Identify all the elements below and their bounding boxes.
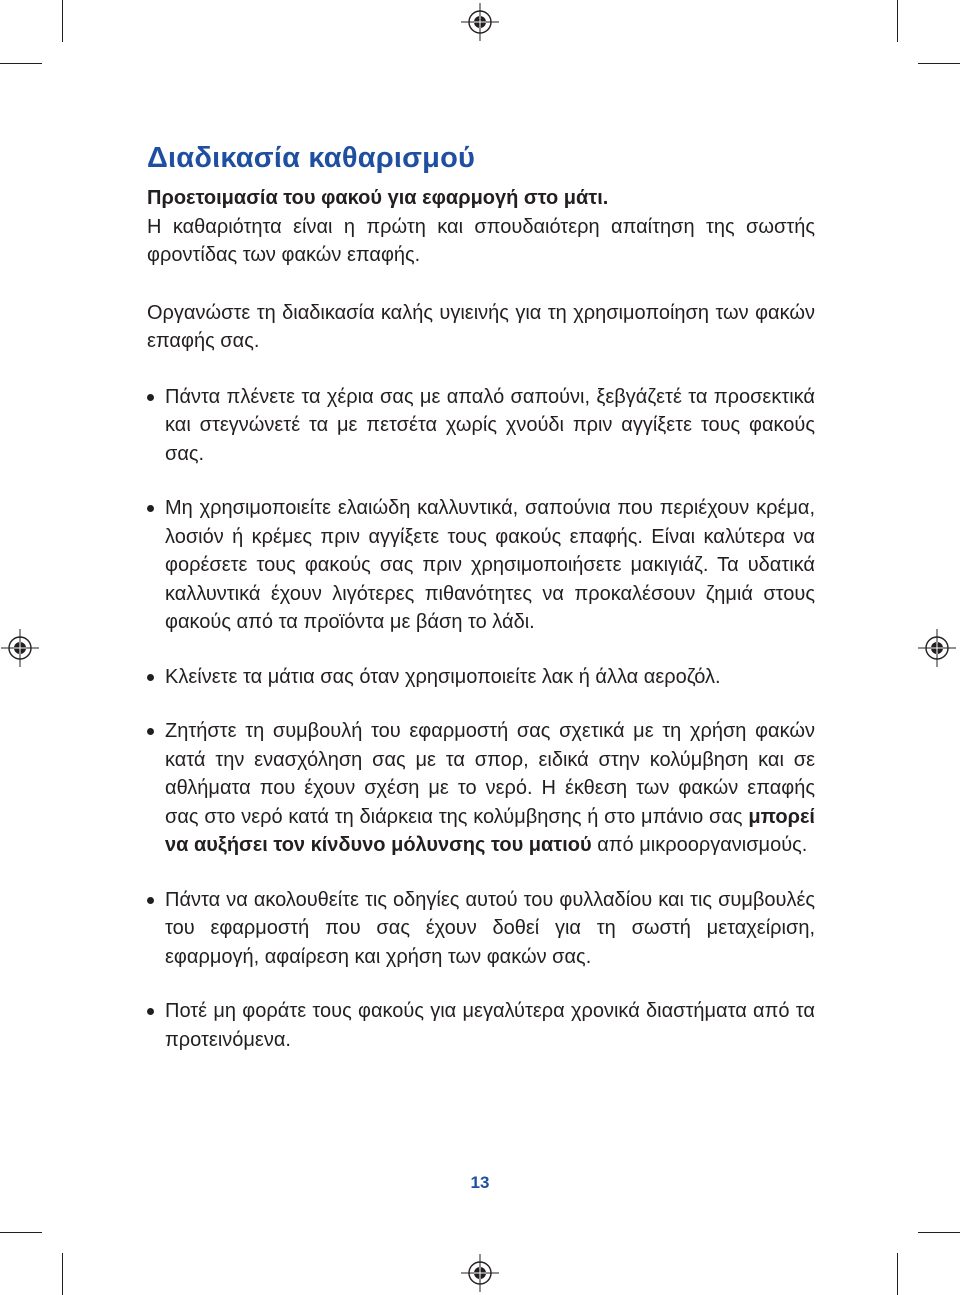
list-item: [147, 717, 815, 860]
registration-mark-top-icon: [461, 3, 499, 41]
bullet-icon: [147, 394, 154, 401]
crop-mark-top-left-vertical: [62, 0, 63, 42]
list-item: [147, 494, 815, 637]
page-number: 13: [470, 1173, 490, 1192]
registration-mark-right-icon: [918, 629, 956, 667]
crop-mark-bottom-left-horizontal: [0, 1232, 42, 1233]
registration-mark-left-icon: [1, 629, 39, 667]
list-item-text: Πάντα πλένετε τα χέρια σας με απαλό σαπούνι, ξεβγάζετέ τα προσεκτικά και στεγνώνετέ τα με πετσέτα χωρίς χνούδι πριν αγγίξετε τους φακούς σας.: [165, 385, 815, 465]
list-item-text: Μη χρησιμοποιείτε ελαιώδη καλλυντικά, σαπούνια που περιέχουν κρέμα, λοσιόν ή κρέμες πριν αγγίξετε τους φακούς επαφής. Είναι καλύτερα να φορέσετε τους φακούς σας πριν χρησιμοποιήσετε μακιγιάζ. Τα υδατικά καλλυντικά έχουν λιγότερες πιθανότητες να προκαλέσουν ζημιά στους φακούς από τα προϊόντα με βάση το λάδι.: [165, 497, 815, 633]
bullet-icon: [147, 1008, 154, 1015]
registration-mark-bottom-icon: [461, 1254, 499, 1292]
list-item-text: Ζητήστε τη συμβουλή του εφαρμοστή σας σχετικά με τη χρήση φακών κατά την ενασχόληση σας με τα σπορ, ειδικά στην κολύμβηση και σε αθλήματα που έχουν σχέση με το νερό. Η έκθεση των φακών επαφής σας στο νερό κατά τη διάρκεια της κολύμβησης ή στο μπάνιο σας: [165, 720, 815, 828]
list-item-text-end: από μικροοργανισμούς.: [591, 834, 808, 856]
crop-mark-bottom-right-vertical: [897, 1253, 898, 1295]
intro-paragraph: Η καθαριότητα είναι η πρώτη και σπουδαιότερη απαίτηση της σωστής φροντίδας των φακών επαφής.: [147, 215, 815, 266]
page-title: Διαδικασία καθαρισμού: [147, 142, 476, 174]
list-item-text: Κλείνετε τα μάτια σας όταν χρησιμοποιείτε λακ ή άλλα αεροζόλ.: [165, 665, 721, 688]
list-item: [147, 383, 815, 469]
list-item: [147, 886, 815, 972]
list-item-emphasis: μπορεί να αυξήσει τον κίνδυνο μόλυνσης του ματιού: [165, 805, 815, 856]
crop-mark-bottom-right-horizontal: [918, 1232, 960, 1233]
bullet-icon: [147, 897, 154, 904]
crop-mark-top-right-horizontal: [918, 63, 960, 64]
list-item-text: Ποτέ μη φοράτε τους φακούς για μεγαλύτερα χρονικά διαστήματα από τα προτεινόμενα.: [165, 1000, 815, 1051]
list-item: [147, 663, 815, 692]
bullet-icon: [147, 728, 154, 735]
bullet-icon: [147, 505, 154, 512]
page-content: [147, 138, 815, 1054]
instructions-list: [147, 383, 815, 1055]
intro-paragraph-2: Οργανώστε τη διαδικασία καλής υγιεινής για τη χρησιμοποίηση των φακών επαφής σας.: [147, 301, 815, 352]
list-item: [147, 997, 815, 1054]
crop-mark-top-left-horizontal: [0, 63, 42, 64]
section-subtitle: Προετοιμασία του φακού για εφαρμογή στο μάτι.: [147, 187, 609, 209]
bullet-icon: [147, 674, 154, 681]
crop-mark-bottom-left-vertical: [62, 1253, 63, 1295]
list-item-text: Πάντα να ακολουθείτε τις οδηγίες αυτού του φυλλαδίου και τις συμβουλές του εφαρμοστή που σας έχουν δοθεί για τη σωστή μεταχείριση, εφαρμογή, αφαίρεση και χρήση των φακών σας.: [165, 888, 815, 968]
crop-mark-top-right-vertical: [897, 0, 898, 42]
